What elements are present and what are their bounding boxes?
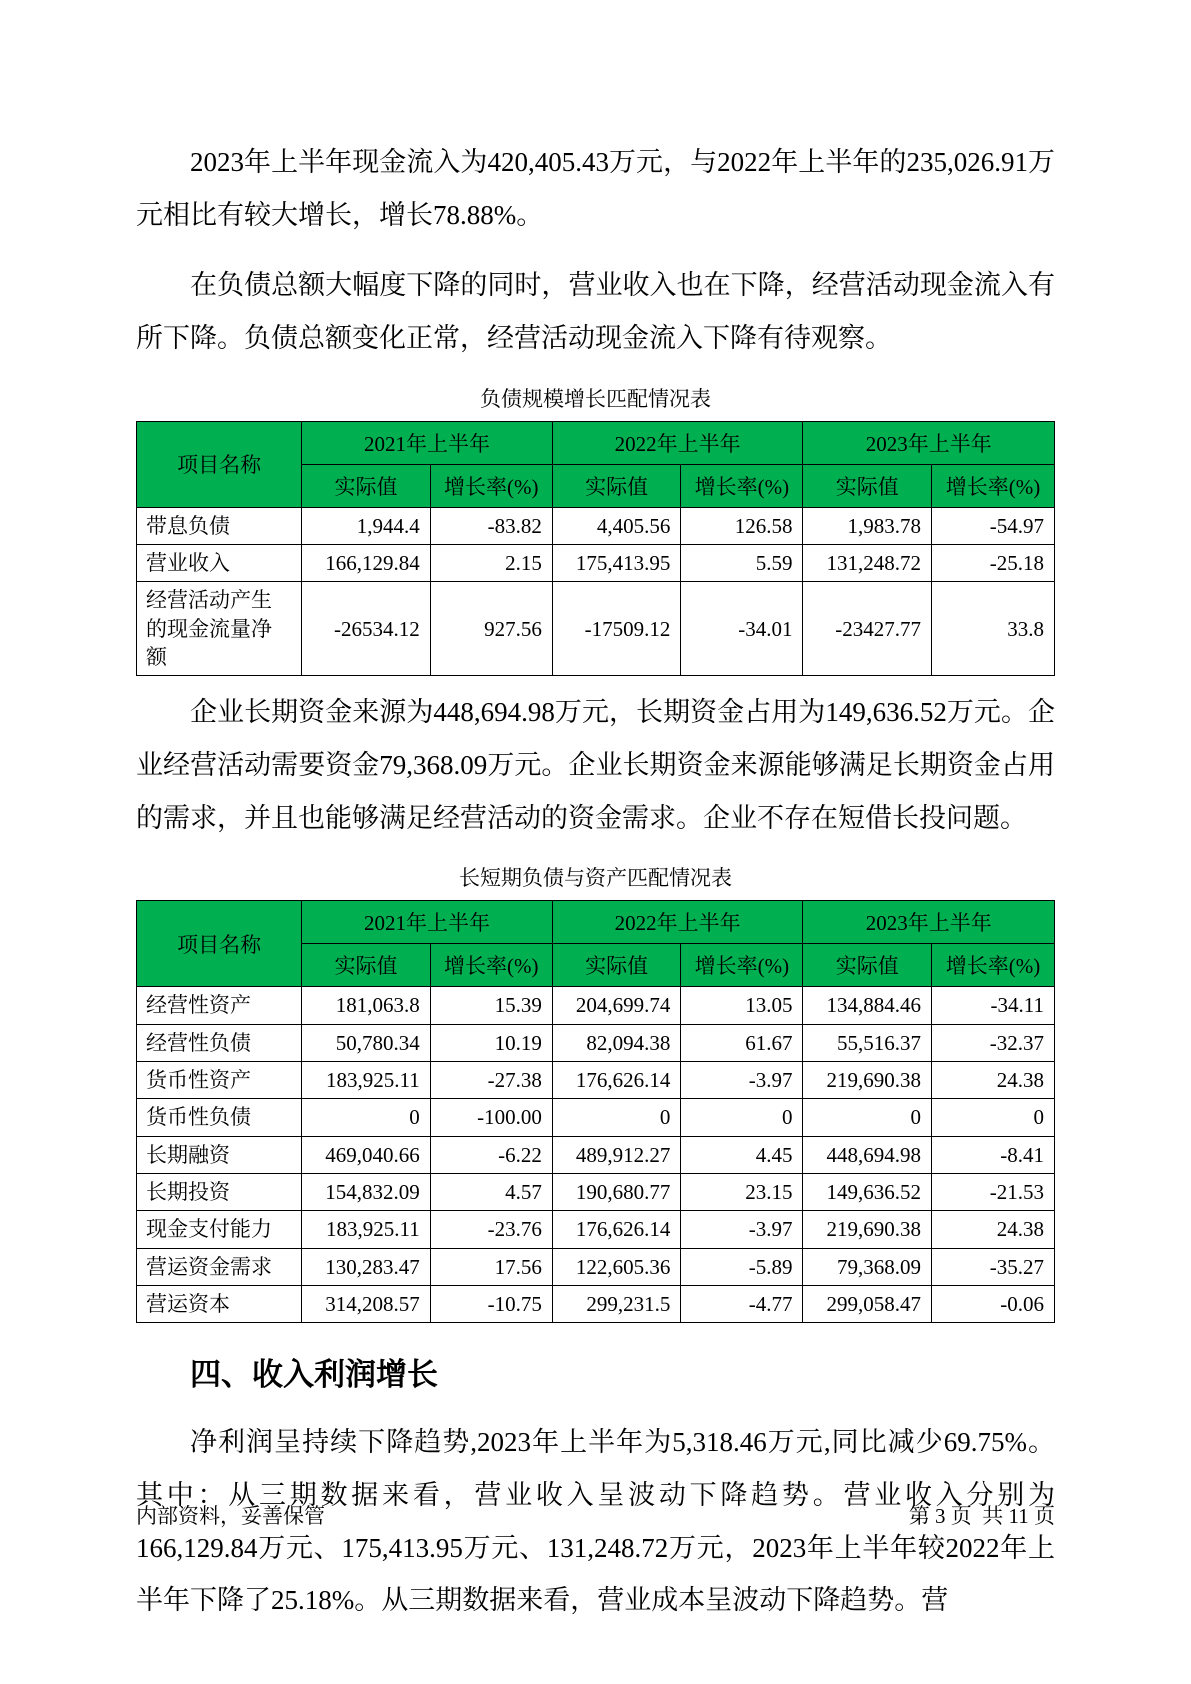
table-cell: -6.22 (430, 1136, 552, 1173)
footer-page-number: 第 3 页 共 11 页 (908, 1504, 1055, 1528)
row-label: 货币性资产 (137, 1061, 302, 1098)
table-cell: 50,780.34 (302, 1024, 431, 1061)
table-cell: 176,626.14 (552, 1061, 681, 1098)
table-cell: 0 (803, 1099, 932, 1136)
debt-growth-table-title: 负债规模增长匹配情况表 (480, 386, 711, 411)
table-cell: -5.89 (681, 1248, 803, 1285)
table-cell: -100.00 (430, 1099, 552, 1136)
table-cell: 122,605.36 (552, 1248, 681, 1285)
table-row (137, 582, 1055, 676)
col-subheader-growth: 增长率(%) (430, 464, 552, 507)
table-cell: -34.01 (681, 582, 803, 676)
table-cell: 190,680.77 (552, 1173, 681, 1210)
table-cell: 15.39 (430, 987, 552, 1024)
table-cell: 219,690.38 (803, 1211, 932, 1248)
table-row (137, 987, 1055, 1024)
row-label: 营运资本 (137, 1285, 302, 1322)
row-label: 营业收入 (137, 544, 302, 581)
table-cell: 299,231.5 (552, 1285, 681, 1322)
table-cell: -21.53 (931, 1173, 1054, 1210)
table-header (137, 421, 1055, 507)
table-header-row (137, 421, 1055, 464)
row-label: 现金支付能力 (137, 1211, 302, 1248)
paragraph-long-term-funds: 企业长期资金来源为448,694.98万元，长期资金占用为149,636.52万元。企业经营活动需要资金79,368.09万元。企业长期资金来源能够满足长期资金占用的需求，并且也能够满足经营活动的资金需求。企业不存在短借长投问题。 (136, 697, 1055, 833)
col-header-item-name: 项目名称 (137, 901, 302, 987)
table-cell: 134,884.46 (803, 987, 932, 1024)
table-cell: 4.45 (681, 1136, 803, 1173)
col-subheader-actual: 实际值 (803, 944, 932, 987)
table-cell: 4.57 (430, 1173, 552, 1210)
col-subheader-growth: 增长率(%) (931, 464, 1054, 507)
table-cell: 79,368.09 (803, 1248, 932, 1285)
table-cell: -17509.12 (552, 582, 681, 676)
table-cell: -34.11 (931, 987, 1054, 1024)
table-cell: -83.82 (430, 507, 552, 544)
table-cell: -3.97 (681, 1211, 803, 1248)
col-subheader-growth: 增长率(%) (430, 944, 552, 987)
table-cell: -8.41 (931, 1136, 1054, 1173)
table-cell: 314,208.57 (302, 1285, 431, 1322)
row-label: 经营性资产 (137, 987, 302, 1024)
col-subheader-actual: 实际值 (803, 464, 932, 507)
asset-liability-table-title: 长短期负债与资产匹配情况表 (459, 866, 732, 891)
col-subheader-actual: 实际值 (302, 944, 431, 987)
table-row (137, 1061, 1055, 1098)
table-cell: 204,699.74 (552, 987, 681, 1024)
asset-liability-table (136, 900, 1055, 1323)
table-cell: 10.19 (430, 1024, 552, 1061)
table-cell: 24.38 (931, 1211, 1054, 1248)
col-subheader-actual: 实际值 (552, 944, 681, 987)
table-cell: -27.38 (430, 1061, 552, 1098)
table-cell: 489,912.27 (552, 1136, 681, 1173)
table-cell: 82,094.38 (552, 1024, 681, 1061)
table-cell: -10.75 (430, 1285, 552, 1322)
table-cell: 0 (302, 1099, 431, 1136)
table-cell: 181,063.8 (302, 987, 431, 1024)
table-cell: 23.15 (681, 1173, 803, 1210)
table-cell: 448,694.98 (803, 1136, 932, 1173)
table-cell: 149,636.52 (803, 1173, 932, 1210)
table-cell: 219,690.38 (803, 1061, 932, 1098)
section-heading-income-profit-growth: 四、收入利润增长 (190, 1357, 438, 1393)
col-subheader-actual: 实际值 (302, 464, 431, 507)
table-cell: 183,925.11 (302, 1211, 431, 1248)
paragraph-net-profit-trend: 净利润呈持续下降趋势,2023年上半年为5,318.46万元,同比减少69.75%。其中：从三期数据来看，营业收入呈波动下降趋势。营业收入分别为166,129.84万元、175,413.95万元、131,248.72万元，2023年上半年较2022年上半年下降了25.18%。从三期数据来看，营业成本呈波动下降趋势。营 (136, 1427, 1055, 1616)
table-cell: 175,413.95 (552, 544, 681, 581)
table-cell: -3.97 (681, 1061, 803, 1098)
debt-growth-table (136, 421, 1055, 677)
table-cell: 17.56 (430, 1248, 552, 1285)
table-cell: 0 (681, 1099, 803, 1136)
col-subheader-growth: 增长率(%) (681, 944, 803, 987)
table-cell: -25.18 (931, 544, 1054, 581)
table-row (137, 1285, 1055, 1322)
table-cell: 5.59 (681, 544, 803, 581)
row-label: 带息负债 (137, 507, 302, 544)
table-cell: 1,944.4 (302, 507, 431, 544)
col-header-year-2022: 2022年上半年 (552, 421, 803, 464)
page-footer (136, 1500, 1055, 1530)
table-cell: 154,832.09 (302, 1173, 431, 1210)
table-cell: 4,405.56 (552, 507, 681, 544)
col-header-year-2023: 2023年上半年 (803, 421, 1055, 464)
table-cell: 927.56 (430, 582, 552, 676)
table-row (137, 1211, 1055, 1248)
table-row (137, 1173, 1055, 1210)
table-row (137, 1136, 1055, 1173)
table-row (137, 544, 1055, 581)
col-header-year-2022: 2022年上半年 (552, 901, 803, 944)
row-label: 长期投资 (137, 1173, 302, 1210)
paragraph-debt-revenue-comment: 在负债总额大幅度下降的同时，营业收入也在下降，经营活动现金流入有所下降。负债总额变化正常，经营活动现金流入下降有待观察。 (136, 270, 1055, 353)
row-label: 营运资金需求 (137, 1248, 302, 1285)
table-cell: -4.77 (681, 1285, 803, 1322)
table-header (137, 901, 1055, 987)
table-cell: -35.27 (931, 1248, 1054, 1285)
paragraph-cash-inflow: 2023年上半年现金流入为420,405.43万元，与2022年上半年的235,026.91万元相比有较大增长，增长78.88%。 (136, 147, 1055, 230)
col-subheader-actual: 实际值 (552, 464, 681, 507)
row-label: 货币性负债 (137, 1099, 302, 1136)
table-cell: -23427.77 (803, 582, 932, 676)
table-cell: -0.06 (931, 1285, 1054, 1322)
table-row (137, 507, 1055, 544)
table-cell: 469,040.66 (302, 1136, 431, 1173)
table-cell: 126.58 (681, 507, 803, 544)
col-header-year-2021: 2021年上半年 (302, 421, 553, 464)
table-cell: 0 (552, 1099, 681, 1136)
footer-confidential-note: 内部资料，妥善保管 (136, 1504, 325, 1528)
table-cell: 24.38 (931, 1061, 1054, 1098)
table-cell: 299,058.47 (803, 1285, 932, 1322)
table-cell: 130,283.47 (302, 1248, 431, 1285)
table-cell: 33.8 (931, 582, 1054, 676)
table-row (137, 1024, 1055, 1061)
table-cell: 61.67 (681, 1024, 803, 1061)
col-subheader-growth: 增长率(%) (681, 464, 803, 507)
table-cell: 13.05 (681, 987, 803, 1024)
col-subheader-growth: 增长率(%) (931, 944, 1054, 987)
row-label: 经营活动产生的现金流量净额 (137, 582, 302, 676)
row-label: 长期融资 (137, 1136, 302, 1173)
table-cell: 131,248.72 (803, 544, 932, 581)
table-row (137, 1099, 1055, 1136)
table-cell: 55,516.37 (803, 1024, 932, 1061)
table-cell: -32.37 (931, 1024, 1054, 1061)
table-cell: 166,129.84 (302, 544, 431, 581)
table-cell: -26534.12 (302, 582, 431, 676)
table-cell: -23.76 (430, 1211, 552, 1248)
col-header-item-name: 项目名称 (137, 421, 302, 507)
table-cell: 0 (931, 1099, 1054, 1136)
table-cell: 176,626.14 (552, 1211, 681, 1248)
table-cell: -54.97 (931, 507, 1054, 544)
table-header-row (137, 901, 1055, 944)
table-cell: 1,983.78 (803, 507, 932, 544)
table-cell: 2.15 (430, 544, 552, 581)
row-label: 经营性负债 (137, 1024, 302, 1061)
col-header-year-2023: 2023年上半年 (803, 901, 1055, 944)
col-header-year-2021: 2021年上半年 (302, 901, 553, 944)
table-row (137, 1248, 1055, 1285)
table-cell: 183,925.11 (302, 1061, 431, 1098)
